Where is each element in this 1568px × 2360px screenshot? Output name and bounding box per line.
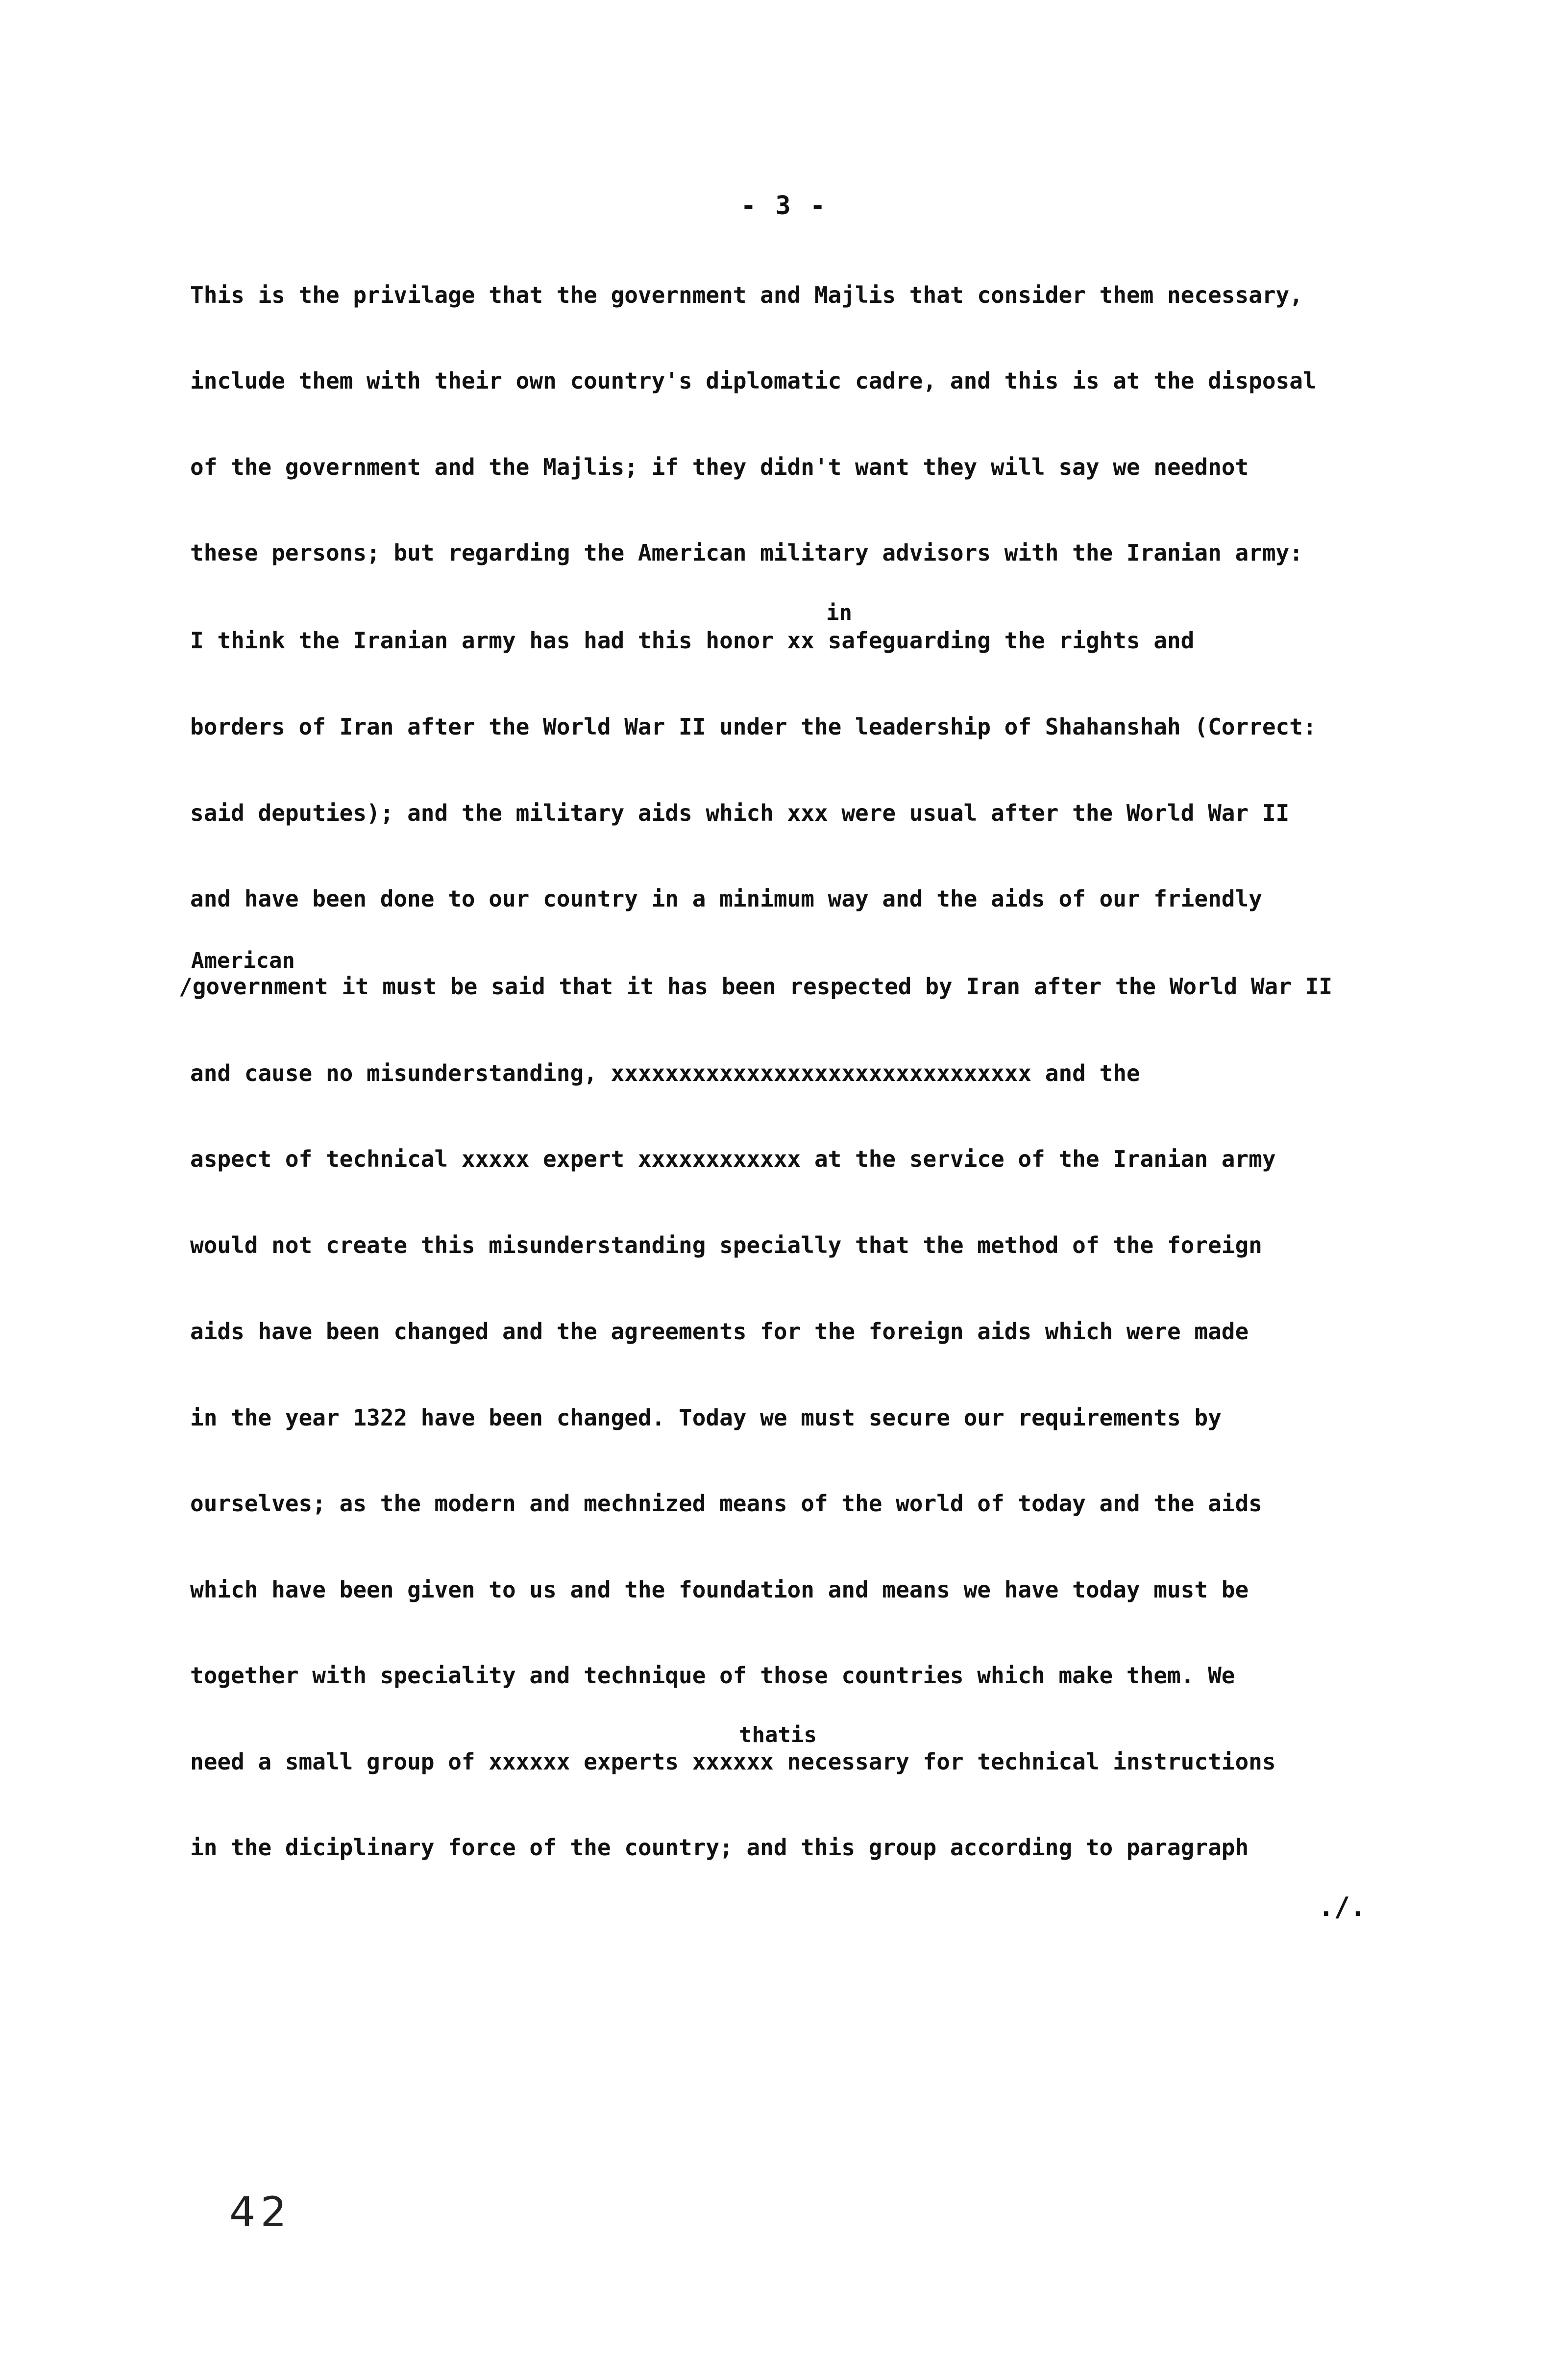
text-line-3: of the government and the Majlis; if they didn't want they will say we neednot <box>190 454 1249 480</box>
text-line-1: This is the privilage that the government and Majlis that consider them necessary, <box>190 282 1303 308</box>
continuation-mark: ./. <box>1318 1892 1366 1922</box>
interlinear-insert-thatis: thatis <box>739 1722 817 1747</box>
text-line-8: and have been done to our country in a minimum way and the aids of our friendly <box>190 885 1262 912</box>
interlinear-insert-american: American <box>191 948 295 973</box>
text-line-5: I think the Iranian army has had this honor xx safeguarding the rights and <box>190 627 1195 654</box>
text-line-12: would not create this misunderstanding specially that the method of the foreign <box>190 1232 1262 1258</box>
text-line-13: aids have been changed and the agreements for the foreign aids which were made <box>190 1318 1249 1345</box>
folio-number: 42 <box>229 2188 292 2236</box>
text-line-15: ourselves; as the modern and mechnized means of the world of today and the aids <box>190 1490 1262 1517</box>
text-line-17: together with speciality and technique of those countries which make them. We <box>190 1662 1235 1689</box>
text-line-11: aspect of technical xxxxx expert xxxxxxxxxxxx at the service of the Iranian army <box>190 1146 1276 1172</box>
text-line-19: in the diciplinary force of the country; and this group according to paragraph <box>190 1834 1249 1861</box>
text-line-18: need a small group of xxxxxx experts xxxxxx necessary for technical instructions <box>190 1748 1276 1775</box>
interlinear-insert-in: in <box>826 600 852 625</box>
text-line-9: /government it must be said that it has been respected by Iran after the World War II <box>179 973 1333 1000</box>
text-line-16: which have been given to us and the foundation and means we have today must be <box>190 1576 1249 1603</box>
text-line-2: include them with their own country's diplomatic cadre, and this is at the disposal <box>190 368 1317 394</box>
text-line-14: in the year 1322 have been changed. Today we must secure our requirements by <box>190 1404 1222 1431</box>
text-line-6: borders of Iran after the World War II under the leadership of Shahanshah (Correct: <box>190 713 1317 740</box>
text-line-7: said deputies); and the military aids which xxx were usual after the World War II <box>190 800 1290 826</box>
text-line-10: and cause no misunderstanding, xxxxxxxxxxxxxxxxxxxxxxxxxxxxxxx and the <box>190 1060 1140 1086</box>
page-number: - 3 - <box>740 191 828 221</box>
text-line-4: these persons; but regarding the American military advisors with the Iranian army: <box>190 540 1303 566</box>
